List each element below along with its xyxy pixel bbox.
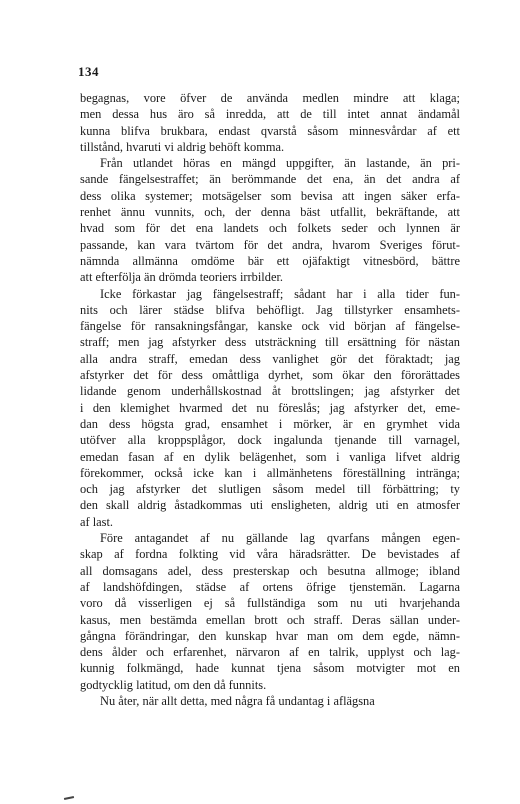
text-line: nits och lärer städse blifva behöfligt. Jag tillstyrker ensamhets- <box>80 302 460 317</box>
text-line: dan dess högsta grad, ensamhet i mörker, är en grymhet vida <box>80 416 460 431</box>
text-line: Från utlandet höras en mängd uppgifter, än lastande, än pri- <box>100 156 460 171</box>
text-line: Nu åter, när allt detta, med några få undantag i aflägsna <box>100 693 375 708</box>
text-line: all domsagans adel, dess presterskap och besutna allmoge; ibland <box>80 563 460 578</box>
paragraph <box>80 530 460 693</box>
text-line: fängelse för ransakningsfångar, kanske ock vid början af fängelse- <box>80 319 460 334</box>
text-line: emedan fasan af en dylik belägenhet, som i vanliga lifvet aldrig <box>80 449 460 464</box>
text-line: af last. <box>80 514 114 529</box>
text-line: voro då visserligen ej så fullständiga som nu uti hvarjehanda <box>80 596 460 611</box>
text-line: dens ålder och erfarenhet, närvaron af en talrik, upplyst och lag- <box>80 645 460 660</box>
text-line: och jag afstyrker det slutligen såsom medel till förbättring; ty <box>80 482 460 497</box>
text-line: Före antagandet af nu gällande lag qvarfans mången egen- <box>100 531 460 546</box>
text-line: lidande genom underhållskostnad åt brottslingen; jag afstyrker det <box>80 384 460 399</box>
text-line: godtycklig latitud, om den då funnits. <box>80 677 267 692</box>
page-number: 134 <box>78 64 99 79</box>
text-line: dess olika systemer; motsägelser som bevisa att ingen säker erfa- <box>80 188 460 203</box>
text-line: begagnas, vore öfver de använda medlen mindre att klaga; <box>80 91 460 105</box>
text-line: men dessa hus äro så inredda, att de till intet annat ändamål <box>80 107 460 122</box>
text-line: skap af fordna folkting vid våra häradsrätter. De bevistades af <box>80 547 460 562</box>
paragraph <box>80 155 460 285</box>
text-line: den skall aldrig åstadkommas uti ensligheten, aldrig uti en atmosfer <box>80 498 460 513</box>
text-line: förekommer, också icke kan i allmänhetens föreställning intränga; <box>80 465 460 480</box>
text-line: alla andra straff, emedan dess vanlighet gör det föraktadt; jag <box>80 351 460 366</box>
text-line: tillstånd, hvaruti vi aldrig behöft komma. <box>80 139 285 154</box>
text-line: Icke förkastar jag fängelsestraff; sådant har i alla tider fun- <box>100 286 460 301</box>
text-line: i den klemighet hvarmed det nu föreslås; jag afstyrker det, eme- <box>80 400 460 415</box>
text-line: att efterfölja än drömda teoriers irrbilder. <box>80 270 283 285</box>
text-line: af landshöfdingen, städse af ortens öfrige tjenstemän. Lagarna <box>80 579 460 594</box>
paragraph <box>80 90 460 155</box>
text-line: utöfver alla kroppsplågor, dock ingalunda tjenande till varnagel, <box>80 433 460 448</box>
text-line: kunnig folkmängd, hade kunnat tjena såsom motvigter mot en <box>80 661 460 676</box>
text-line: kasus, men bestämda emellan brott och straff. Deras sällan under- <box>80 612 460 627</box>
text-line: kunna blifva brukbara, endast qvarstå såsom minnesvårdar af ett <box>80 123 460 138</box>
text-line: renhet ännu vunnits, och, der denna bäst utfallit, bekräftande, att <box>80 205 460 220</box>
text-line: nämnda allmänna omdöme bär ett ojäfaktigt vitnesbörd, bättre <box>80 253 460 268</box>
ink-mark <box>64 796 74 800</box>
text-line: gångna förändringar, den kunskap hvar man om dem egde, nämn- <box>80 628 460 643</box>
text-line: hvad som för det ena landets och folkets seder och lynnen är <box>80 221 460 236</box>
paragraph <box>80 693 460 709</box>
text-line: passande, kan vara tvärtom för det andra, hvarom Sveriges förut- <box>80 237 460 252</box>
body-text <box>80 90 460 709</box>
text-line: sande fängelsestraffet; än berömmande det ena, än det andra af <box>80 172 460 187</box>
text-line: straff; men jag afstyrker dess utsträckning till ersättning för nästan <box>80 335 460 350</box>
text-line: afstyrker det för dess omåttliga dyrhet, som ökar den förorättades <box>80 368 460 383</box>
paragraph <box>80 286 460 530</box>
